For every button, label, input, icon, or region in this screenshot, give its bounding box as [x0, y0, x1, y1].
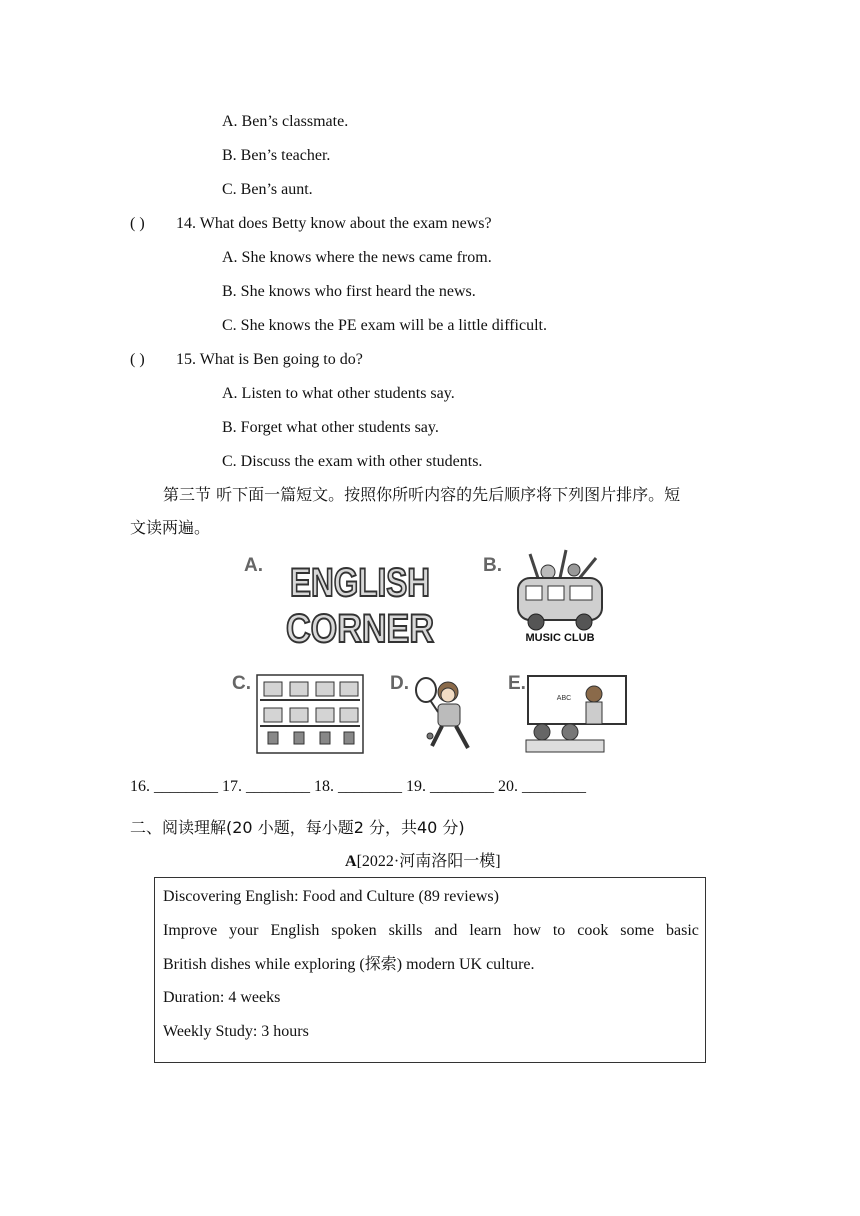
description-word: Improve: [163, 922, 218, 939]
english-corner-text-1: ENGLISH: [290, 561, 430, 605]
answer-paren[interactable]: ( ): [130, 351, 145, 368]
computer-room-picture: [256, 674, 364, 754]
tennis-racket-icon: [416, 678, 436, 702]
answer-paren[interactable]: ( ): [130, 215, 145, 232]
guitar-neck-icon: [530, 554, 538, 578]
drum-icon: [568, 564, 580, 576]
picture-c-label: C.: [232, 673, 251, 694]
tennis-ball-icon: [427, 733, 433, 739]
student-icon: [562, 724, 578, 740]
english-corner-picture: [282, 552, 438, 651]
description-word: and: [434, 922, 458, 939]
q15-option-c: C. Discuss the exam with other students.: [222, 453, 483, 470]
question-15: [130, 350, 363, 370]
q13-option-c: C. Ben’s aunt.: [222, 181, 313, 198]
q14-option-c: C. She knows the PE exam will be a little difficult.: [222, 317, 547, 334]
picture-d-label: D.: [390, 673, 409, 694]
passage-title-source: [2022·河南洛阳一模]: [356, 853, 501, 870]
section3-instruction-line1: 第三节 听下面一篇短文。按照你所听内容的先后顺序将下列图片排序。短: [163, 485, 681, 504]
course-description-line1: [163, 921, 699, 941]
q14-option-b: B. She knows who first heard the news.: [222, 283, 476, 300]
guitar-neck-icon: [560, 550, 566, 578]
picture-a-label: A.: [244, 555, 263, 576]
music-club-picture: [508, 548, 612, 646]
q15-option-b: B. Forget what other students say.: [222, 419, 439, 436]
description-word: basic: [666, 922, 699, 939]
blackboard-icon: [528, 676, 626, 724]
description-word: spoken: [331, 922, 377, 939]
music-club-caption: MUSIC CLUB: [525, 632, 595, 644]
picture-b-label: B.: [483, 555, 502, 576]
course-info-box: [154, 877, 706, 1063]
drum-icon: [541, 565, 555, 579]
description-word: learn: [469, 922, 502, 939]
q14-option-a: A. She knows where the news came from.: [222, 249, 492, 266]
q15-option-a: A. Listen to what other students say.: [222, 385, 455, 402]
description-word: cook: [577, 922, 609, 939]
question-14: [130, 214, 492, 234]
answer-blanks[interactable]: 16. ________ 17. ________ 18. ________ 19. ________ 20. ________: [130, 778, 586, 795]
course-duration: Duration: 4 weeks: [163, 989, 281, 1006]
tennis-player-picture: [412, 672, 478, 758]
part2-heading: 二、阅读理解(20 小题，每小题2 分，共40 分): [130, 818, 465, 837]
course-description-line2: British dishes while exploring (探索) modern UK culture.: [163, 956, 535, 973]
course-weekly-study: Weekly Study: 3 hours: [163, 1023, 309, 1040]
passage-title: [345, 852, 501, 872]
description-word: to: [552, 922, 566, 939]
question-text: 14. What does Betty know about the exam news?: [176, 215, 492, 232]
blackboard-text: ABC: [556, 695, 572, 702]
description-word: some: [620, 922, 655, 939]
q13-option-a: A. Ben’s classmate.: [222, 113, 349, 130]
description-word: your: [229, 922, 259, 939]
description-word: skills: [388, 922, 423, 939]
picture-e-label: E.: [508, 673, 526, 694]
question-text: 15. What is Ben going to do?: [176, 351, 363, 368]
description-word: how: [513, 922, 541, 939]
q13-option-b: B. Ben’s teacher.: [222, 147, 331, 164]
teacher-icon: [586, 686, 602, 702]
classroom-picture: [524, 674, 628, 756]
course-title: Discovering English: Food and Culture (89 reviews): [163, 888, 499, 905]
passage-title-letter: A: [345, 853, 357, 870]
description-word: English: [270, 922, 320, 939]
english-corner-text-2: CORNER: [286, 607, 435, 651]
trumpet-icon: [578, 558, 596, 580]
student-icon: [534, 724, 550, 740]
section3-instruction-line2: 文读两遍。: [130, 518, 211, 537]
